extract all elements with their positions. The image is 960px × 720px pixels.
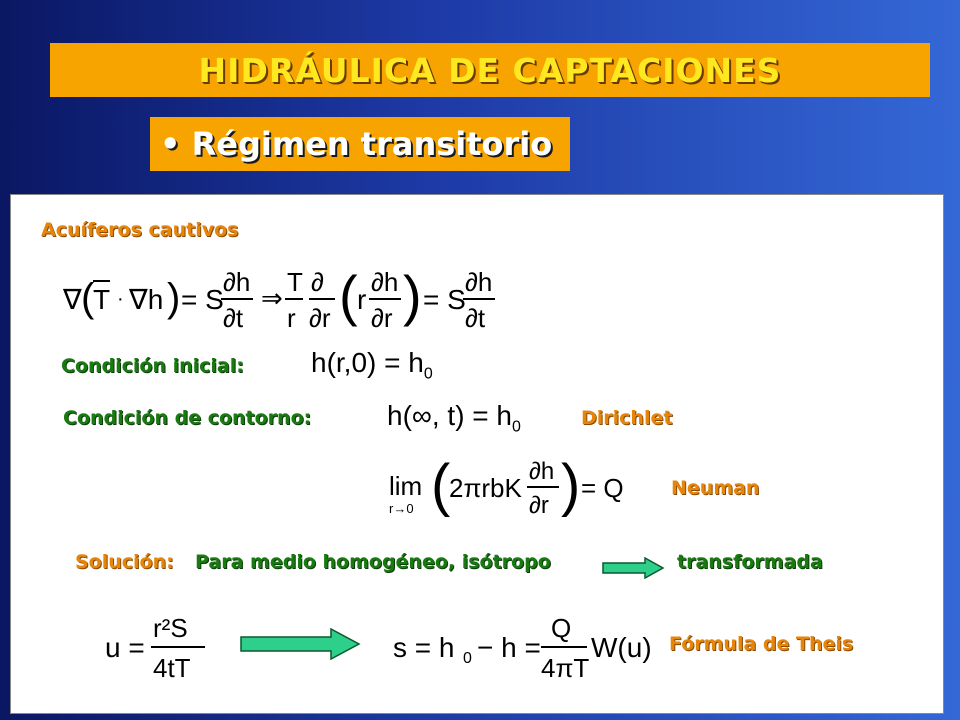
- diffusion-equation: [63, 264, 493, 337]
- svg-text:(: (: [431, 453, 451, 518]
- svg-text:2πrbK: 2πrbK: [449, 473, 522, 503]
- svg-text:): ): [403, 264, 422, 327]
- initial-condition-equation: $h(r,0) = h_0$: [311, 347, 433, 383]
- svg-text:): ): [561, 453, 581, 518]
- dirichlet-equation: h(∞, $t) = h_0$: [387, 400, 521, 436]
- dirichlet-label: Dirichlet: [581, 407, 673, 429]
- svg-text:r: r: [287, 303, 296, 333]
- svg-text:− h =: − h =: [477, 632, 541, 663]
- svg-text:r: r: [357, 284, 367, 315]
- svg-text:(: (: [81, 276, 95, 320]
- svg-text:⇒: ⇒: [261, 283, 283, 313]
- svg-text:T: T: [93, 284, 111, 315]
- u-equation: [105, 615, 235, 685]
- svg-text:0: 0: [463, 650, 472, 667]
- svg-text:∂t: ∂t: [223, 303, 244, 333]
- svg-text:= S: = S: [181, 284, 224, 315]
- subtitle-box: [150, 117, 570, 171]
- svg-text:= S: = S: [423, 284, 466, 315]
- boundary-condition-label: Condición de contorno:: [63, 407, 312, 429]
- svg-text:∂r: ∂r: [529, 492, 549, 519]
- solution-label: Solución:: [75, 551, 174, 573]
- slide-title: HIDRÁULICA DE CAPTACIONES: [198, 50, 782, 90]
- svg-text:∂h: ∂h: [371, 267, 399, 297]
- svg-text:∂h: ∂h: [529, 458, 555, 485]
- svg-text:u =: u =: [105, 632, 145, 663]
- svg-text:∂t: ∂t: [465, 303, 486, 333]
- svg-text:r→0: r→0: [389, 501, 414, 516]
- content-panel: [10, 194, 944, 714]
- svg-text:4πT: 4πT: [541, 653, 590, 683]
- svg-text:s = h: s = h: [393, 632, 455, 663]
- svg-text:W(u): W(u): [591, 632, 652, 663]
- svg-text:T: T: [287, 267, 303, 297]
- aquifer-heading: Acuíferos cautivos: [41, 219, 239, 241]
- large-arrow-icon: [239, 627, 363, 661]
- theis-label: Fórmula de Theis: [669, 633, 854, 655]
- solution-text: Para medio homogéneo, isótropo: [195, 551, 551, 573]
- svg-text:): ): [167, 276, 181, 320]
- svg-text:4tT: 4tT: [153, 653, 191, 683]
- svg-text:·: ·: [117, 288, 124, 310]
- svg-text:∂h: ∂h: [465, 267, 493, 297]
- neuman-equation: [389, 453, 624, 527]
- slide-subtitle: • Régimen transitorio: [160, 125, 553, 163]
- title-bar: [50, 43, 930, 97]
- svg-text:Q: Q: [551, 613, 572, 643]
- svg-text:∂r: ∂r: [309, 303, 331, 333]
- transform-label: transformada: [677, 551, 823, 573]
- svg-text:∇: ∇: [63, 284, 82, 315]
- small-arrow-icon: [601, 557, 665, 579]
- neuman-label: Neuman: [671, 477, 760, 499]
- svg-text:∂r: ∂r: [371, 303, 393, 333]
- initial-condition-label: Condición inicial:: [61, 355, 244, 377]
- svg-text:∇h: ∇h: [129, 284, 164, 315]
- svg-text:(: (: [339, 264, 358, 327]
- theis-equation: [393, 615, 653, 685]
- svg-text:r²S: r²S: [153, 613, 188, 643]
- svg-text:∂: ∂: [311, 267, 324, 297]
- svg-text:= Q: = Q: [581, 473, 624, 503]
- svg-text:∂h: ∂h: [223, 267, 251, 297]
- svg-text:lim: lim: [389, 471, 423, 501]
